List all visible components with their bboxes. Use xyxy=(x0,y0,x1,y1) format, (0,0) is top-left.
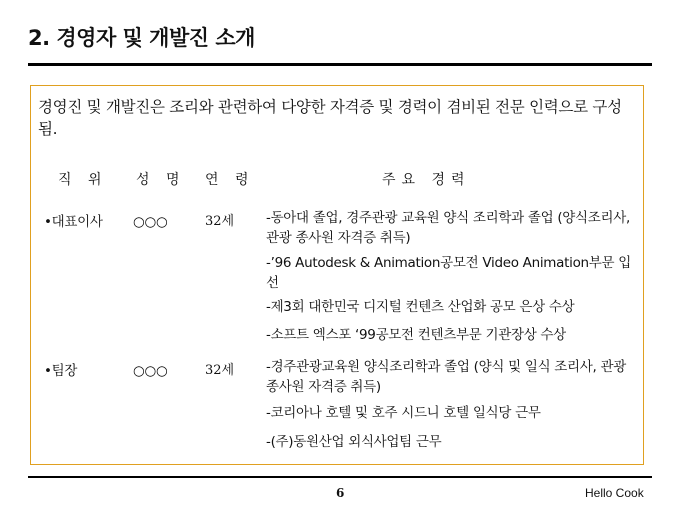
person-position: •팀장 xyxy=(44,363,78,379)
slide-title: 2. 경영자 및 개발진 소개 xyxy=(28,26,255,50)
career-item: -’96 Autodesk & Animation공모전 Video Animation부문 입선 xyxy=(266,255,632,291)
person-age: 32세 xyxy=(205,214,235,229)
career-item: -코리아나 호텔 및 호주 시드니 호텔 일식당 근무 xyxy=(266,405,541,421)
person-age: 32세 xyxy=(205,363,235,378)
header-name: 성 명 xyxy=(136,172,186,188)
page-number: 6 xyxy=(336,486,345,500)
footer-brand: Hello Cook xyxy=(585,486,644,500)
footer-rule xyxy=(28,476,652,478)
header-position: 직 위 xyxy=(58,172,108,188)
person-name: ○○○ xyxy=(133,363,168,379)
person-position: •대표이사 xyxy=(44,214,103,230)
header-career: 주요 경력 xyxy=(382,172,471,188)
career-item: -경주관광교육원 양식조리학과 졸업 (양식 및 일식 조리사, 관광 종사원 자격증 취득) xyxy=(266,359,626,395)
intro-text: 경영진 및 개발진은 조리와 관련하여 다양한 자격증 및 경력이 겸비된 전문 인력으로 구성됨. xyxy=(38,98,622,138)
title-underline xyxy=(28,63,652,66)
person-name: ○○○ xyxy=(133,214,168,230)
header-age: 연 령 xyxy=(205,172,255,188)
career-item: -동아대 졸업, 경주관광 교육원 양식 조리학과 졸업 (양식조리사, 관광 종사원 자격증 취득) xyxy=(266,210,630,246)
career-item: -(주)동원산업 외식사업팀 근무 xyxy=(266,434,442,450)
career-item: -제3회 대한민국 디지털 컨텐츠 산업화 공모 은상 수상 xyxy=(266,299,575,315)
career-item: -소프트 엑스포 ‘99공모전 컨텐츠부문 기관장상 수상 xyxy=(266,327,566,343)
